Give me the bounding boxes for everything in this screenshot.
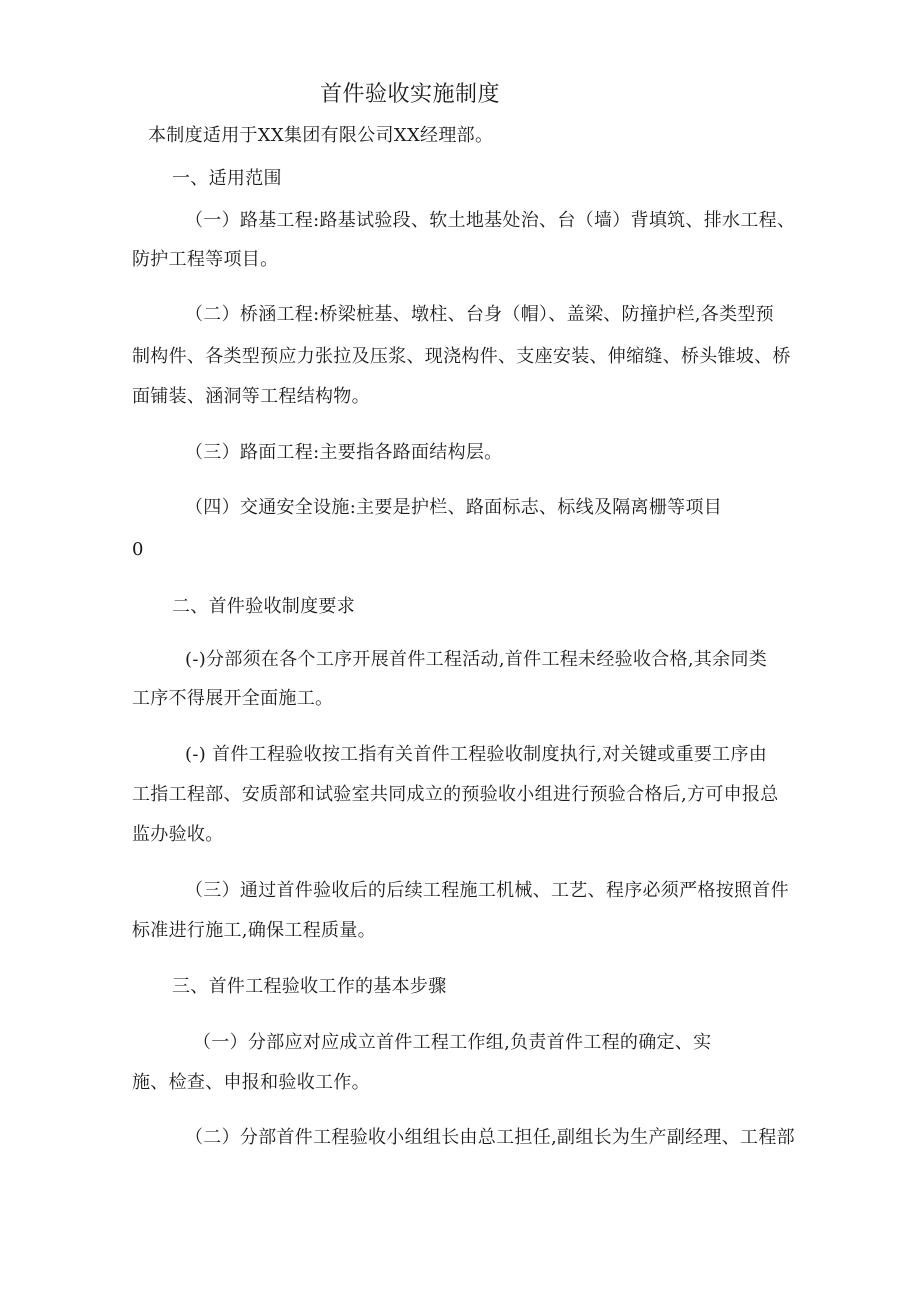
section-2-item-1-line-1: (-)分部须在各个工序开展首件工程活动,首件工程未经验收合格,其余同类: [185, 649, 768, 670]
section-1-item-2-line-2: 制构件、各类型预应力张拉及压浆、现浇构件、支座安装、伸缩缝、桥头锥坡、桥: [132, 346, 791, 367]
section-1-item-2-line-3: 面铺装、涵洞等工程结构物。: [132, 386, 370, 407]
document-title: 首件验收实施制度: [320, 82, 501, 107]
section-1-item-2-line-1: （二）桥涵工程:桥梁桩基、墩柱、台身（帽）、盖梁、防撞护栏,各类型预: [185, 304, 774, 325]
section-1-heading: 一、适用范围: [172, 168, 282, 189]
section-1-item-1-line-1: （一）路基工程:路基试验段、软土地基处治、台（墙）背填筑、排水工程、: [185, 210, 796, 231]
section-3-item-1-line-2: 施、检查、申报和验收工作。: [132, 1072, 370, 1093]
section-1-item-3-line-1: （三）路面工程:主要指各路面结构层。: [185, 442, 503, 463]
intro-paragraph: 本制度适用于XX集团有限公司XX经理部。: [148, 125, 494, 146]
section-2-item-2-line-3: 监办验收。: [132, 824, 224, 845]
section-1-item-1-line-2: 防护工程等项目。: [132, 249, 279, 270]
section-3-heading: 三、首件工程验收工作的基本步骤: [172, 976, 447, 997]
section-3-item-1-line-1: （一）分部应对应成立首件工程工作组,负责首件工程的确定、实: [193, 1032, 712, 1053]
section-2-heading: 二、首件验收制度要求: [172, 596, 355, 617]
section-2-item-1-line-2: 工序不得展开全面施工。: [132, 688, 334, 709]
section-2-item-2-line-2: 工指工程部、安质部和试验室共同成立的预验收小组进行预验合格后,方可申报总: [132, 784, 779, 805]
section-2-item-3-line-2: 标准进行施工,确保工程质量。: [132, 920, 376, 941]
section-1-item-4-line-1: （四）交通安全设施:主要是护栏、路面标志、标线及隔离栅等项目: [185, 497, 723, 518]
section-3-item-2-line-1: （二）分部首件工程验收小组组长由总工担任,副组长为生产副经理、工程部: [185, 1127, 795, 1148]
section-1-item-4-line-2: 0: [132, 539, 144, 560]
section-2-item-3-line-1: （三）通过首件验收后的后续工程施工机械、工艺、程序必须严格按照首件: [185, 880, 789, 901]
section-2-item-2-line-1: (-) 首件工程验收按工指有关首件工程验收制度执行,对关键或重要工序由: [185, 744, 768, 765]
